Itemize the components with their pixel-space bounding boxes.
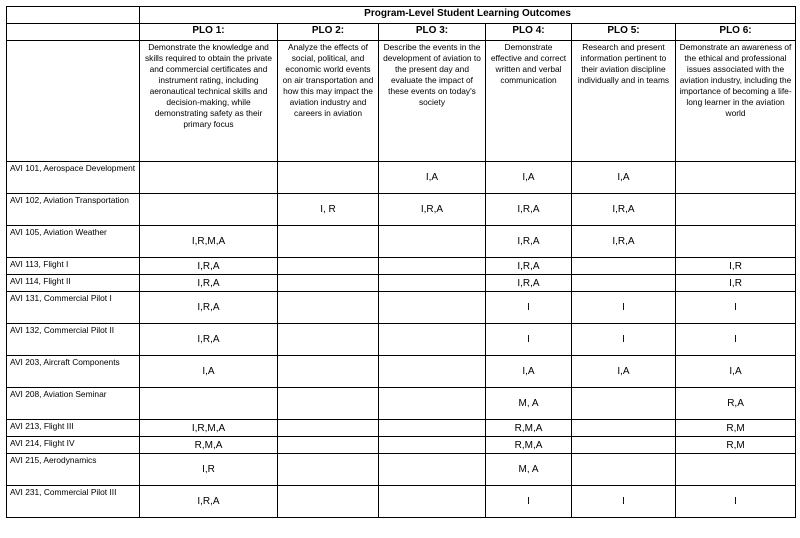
plo-header: PLO 3: [379,24,486,41]
outcome-cell [278,356,379,388]
outcome-cell [140,194,278,226]
outcome-cell: I,R,A [486,258,572,275]
outcome-cell [379,486,486,518]
outcome-cell [379,420,486,437]
outcome-cell: I [676,324,796,356]
outcome-cell: I,A [486,356,572,388]
outcome-cell: I,A [572,162,676,194]
outcome-cell: I,A [140,356,278,388]
plo-description: Describe the events in the development of aviation to the present day and evaluate the impact of these events on today's society [379,41,486,162]
outcome-cell [676,226,796,258]
outcome-cell [379,356,486,388]
plo-description: Demonstrate the knowledge and skills required to obtain the private and commercial certificates and instrument rating, including aeronautical technical skills and decision-making, while demonstrating safety as their primary focus [140,41,278,162]
course-name: AVI 231, Commercial Pilot III [7,486,140,518]
table-row [7,437,796,454]
outcome-cell: I,A [676,356,796,388]
course-name: AVI 101, Aerospace Development [7,162,140,194]
plo-header: PLO 6: [676,24,796,41]
outcome-cell: I [486,486,572,518]
outcome-cell [278,292,379,324]
outcome-cell: R,M,A [486,437,572,454]
course-name: AVI 114, Flight II [7,275,140,292]
outcome-cell [572,258,676,275]
outcome-cell: I,A [486,162,572,194]
outcome-cell: I,R,A [486,226,572,258]
table-row [7,292,796,324]
outcome-cell: I,R,A [379,194,486,226]
outcome-cell [278,486,379,518]
outcome-cell: I, R [278,194,379,226]
course-name: AVI 105, Aviation Weather [7,226,140,258]
outcome-cell: I,R,A [486,194,572,226]
outcome-cell: R,M,A [140,437,278,454]
outcome-cell [379,258,486,275]
outcome-cell: I [572,324,676,356]
outcome-cell: I,A [572,356,676,388]
corner-cell [7,24,140,41]
plo-header: PLO 4: [486,24,572,41]
plo-description-row [7,41,796,162]
table-row [7,275,796,292]
outcome-cell [379,275,486,292]
outcome-cell: I,R,A [140,275,278,292]
outcome-cell: R,M,A [486,420,572,437]
outcomes-table [6,6,796,518]
table-row [7,420,796,437]
plo-description: Research and present information pertinent to their aviation discipline individually and in teams [572,41,676,162]
outcome-cell: I [676,486,796,518]
corner-cell [7,7,140,24]
outcome-cell: I,R,M,A [140,226,278,258]
plo-header: PLO 2: [278,24,379,41]
outcome-cell [379,388,486,420]
course-name: AVI 215, Aerodynamics [7,454,140,486]
outcome-cell: I,R,A [140,292,278,324]
outcome-cell [572,437,676,454]
outcome-cell: I [572,486,676,518]
outcome-cell [572,388,676,420]
outcome-cell: I,R,A [140,324,278,356]
course-name: AVI 113, Flight I [7,258,140,275]
outcome-cell [379,437,486,454]
outcome-cell: I [486,324,572,356]
table-row [7,226,796,258]
table-title: Program-Level Student Learning Outcomes [140,7,796,24]
corner-cell [7,41,140,162]
outcome-cell [278,437,379,454]
outcome-cell: I,R,A [486,275,572,292]
course-name: AVI 208, Aviation Seminar [7,388,140,420]
outcome-cell [379,226,486,258]
outcome-cell [140,162,278,194]
course-name: AVI 203, Aircraft Components [7,356,140,388]
outcome-cell: I,R [676,275,796,292]
plo-header: PLO 1: [140,24,278,41]
outcome-cell: I,R,A [572,226,676,258]
course-name: AVI 214, Flight IV [7,437,140,454]
table-row [7,258,796,275]
outcome-cell [379,324,486,356]
outcome-cell [278,162,379,194]
table-row [7,356,796,388]
outcome-cell: I,R [676,258,796,275]
outcome-cell: R,M [676,437,796,454]
course-name: AVI 213, Flight III [7,420,140,437]
outcome-cell [379,292,486,324]
outcome-cell [676,162,796,194]
outcome-cell: I,R,A [572,194,676,226]
table-row [7,324,796,356]
outcome-cell [278,420,379,437]
table-row [7,194,796,226]
table-row [7,486,796,518]
course-name: AVI 132, Commercial Pilot II [7,324,140,356]
outcome-cell [278,258,379,275]
outcome-cell [278,226,379,258]
outcome-cell: R,A [676,388,796,420]
outcome-cell [278,275,379,292]
outcome-cell [572,420,676,437]
table-row [7,388,796,420]
outcome-cell: M, A [486,388,572,420]
outcome-cell: I,R [140,454,278,486]
outcome-cell [140,388,278,420]
outcome-cell: I [676,292,796,324]
plo-description: Demonstrate effective and correct written and verbal communication [486,41,572,162]
plo-description: Demonstrate an awareness of the ethical and professional issues associated with the aviation industry, including the importance of becoming a life-long learner in the aviation world [676,41,796,162]
outcome-cell: I,A [379,162,486,194]
outcome-cell [278,454,379,486]
banner-row [7,7,796,24]
outcome-cell: I,R,A [140,258,278,275]
outcome-cell: I [572,292,676,324]
table-row [7,162,796,194]
outcome-cell [379,454,486,486]
outcome-cell [676,454,796,486]
outcome-cell [572,275,676,292]
outcome-cell: R,M [676,420,796,437]
outcome-cell [278,324,379,356]
outcome-cell [278,388,379,420]
outcome-cell [572,454,676,486]
plo-description: Analyze the effects of social, political, and economic world events on air transportation and how this may impact the aviation industry and careers in aviation [278,41,379,162]
outcome-cell: I,R,M,A [140,420,278,437]
table-row [7,454,796,486]
course-name: AVI 131, Commercial Pilot I [7,292,140,324]
plo-header-row [7,24,796,41]
outcome-cell [676,194,796,226]
plo-header: PLO 5: [572,24,676,41]
outcome-cell: M, A [486,454,572,486]
course-name: AVI 102, Aviation Transportation [7,194,140,226]
outcome-cell: I,R,A [140,486,278,518]
outcome-cell: I [486,292,572,324]
